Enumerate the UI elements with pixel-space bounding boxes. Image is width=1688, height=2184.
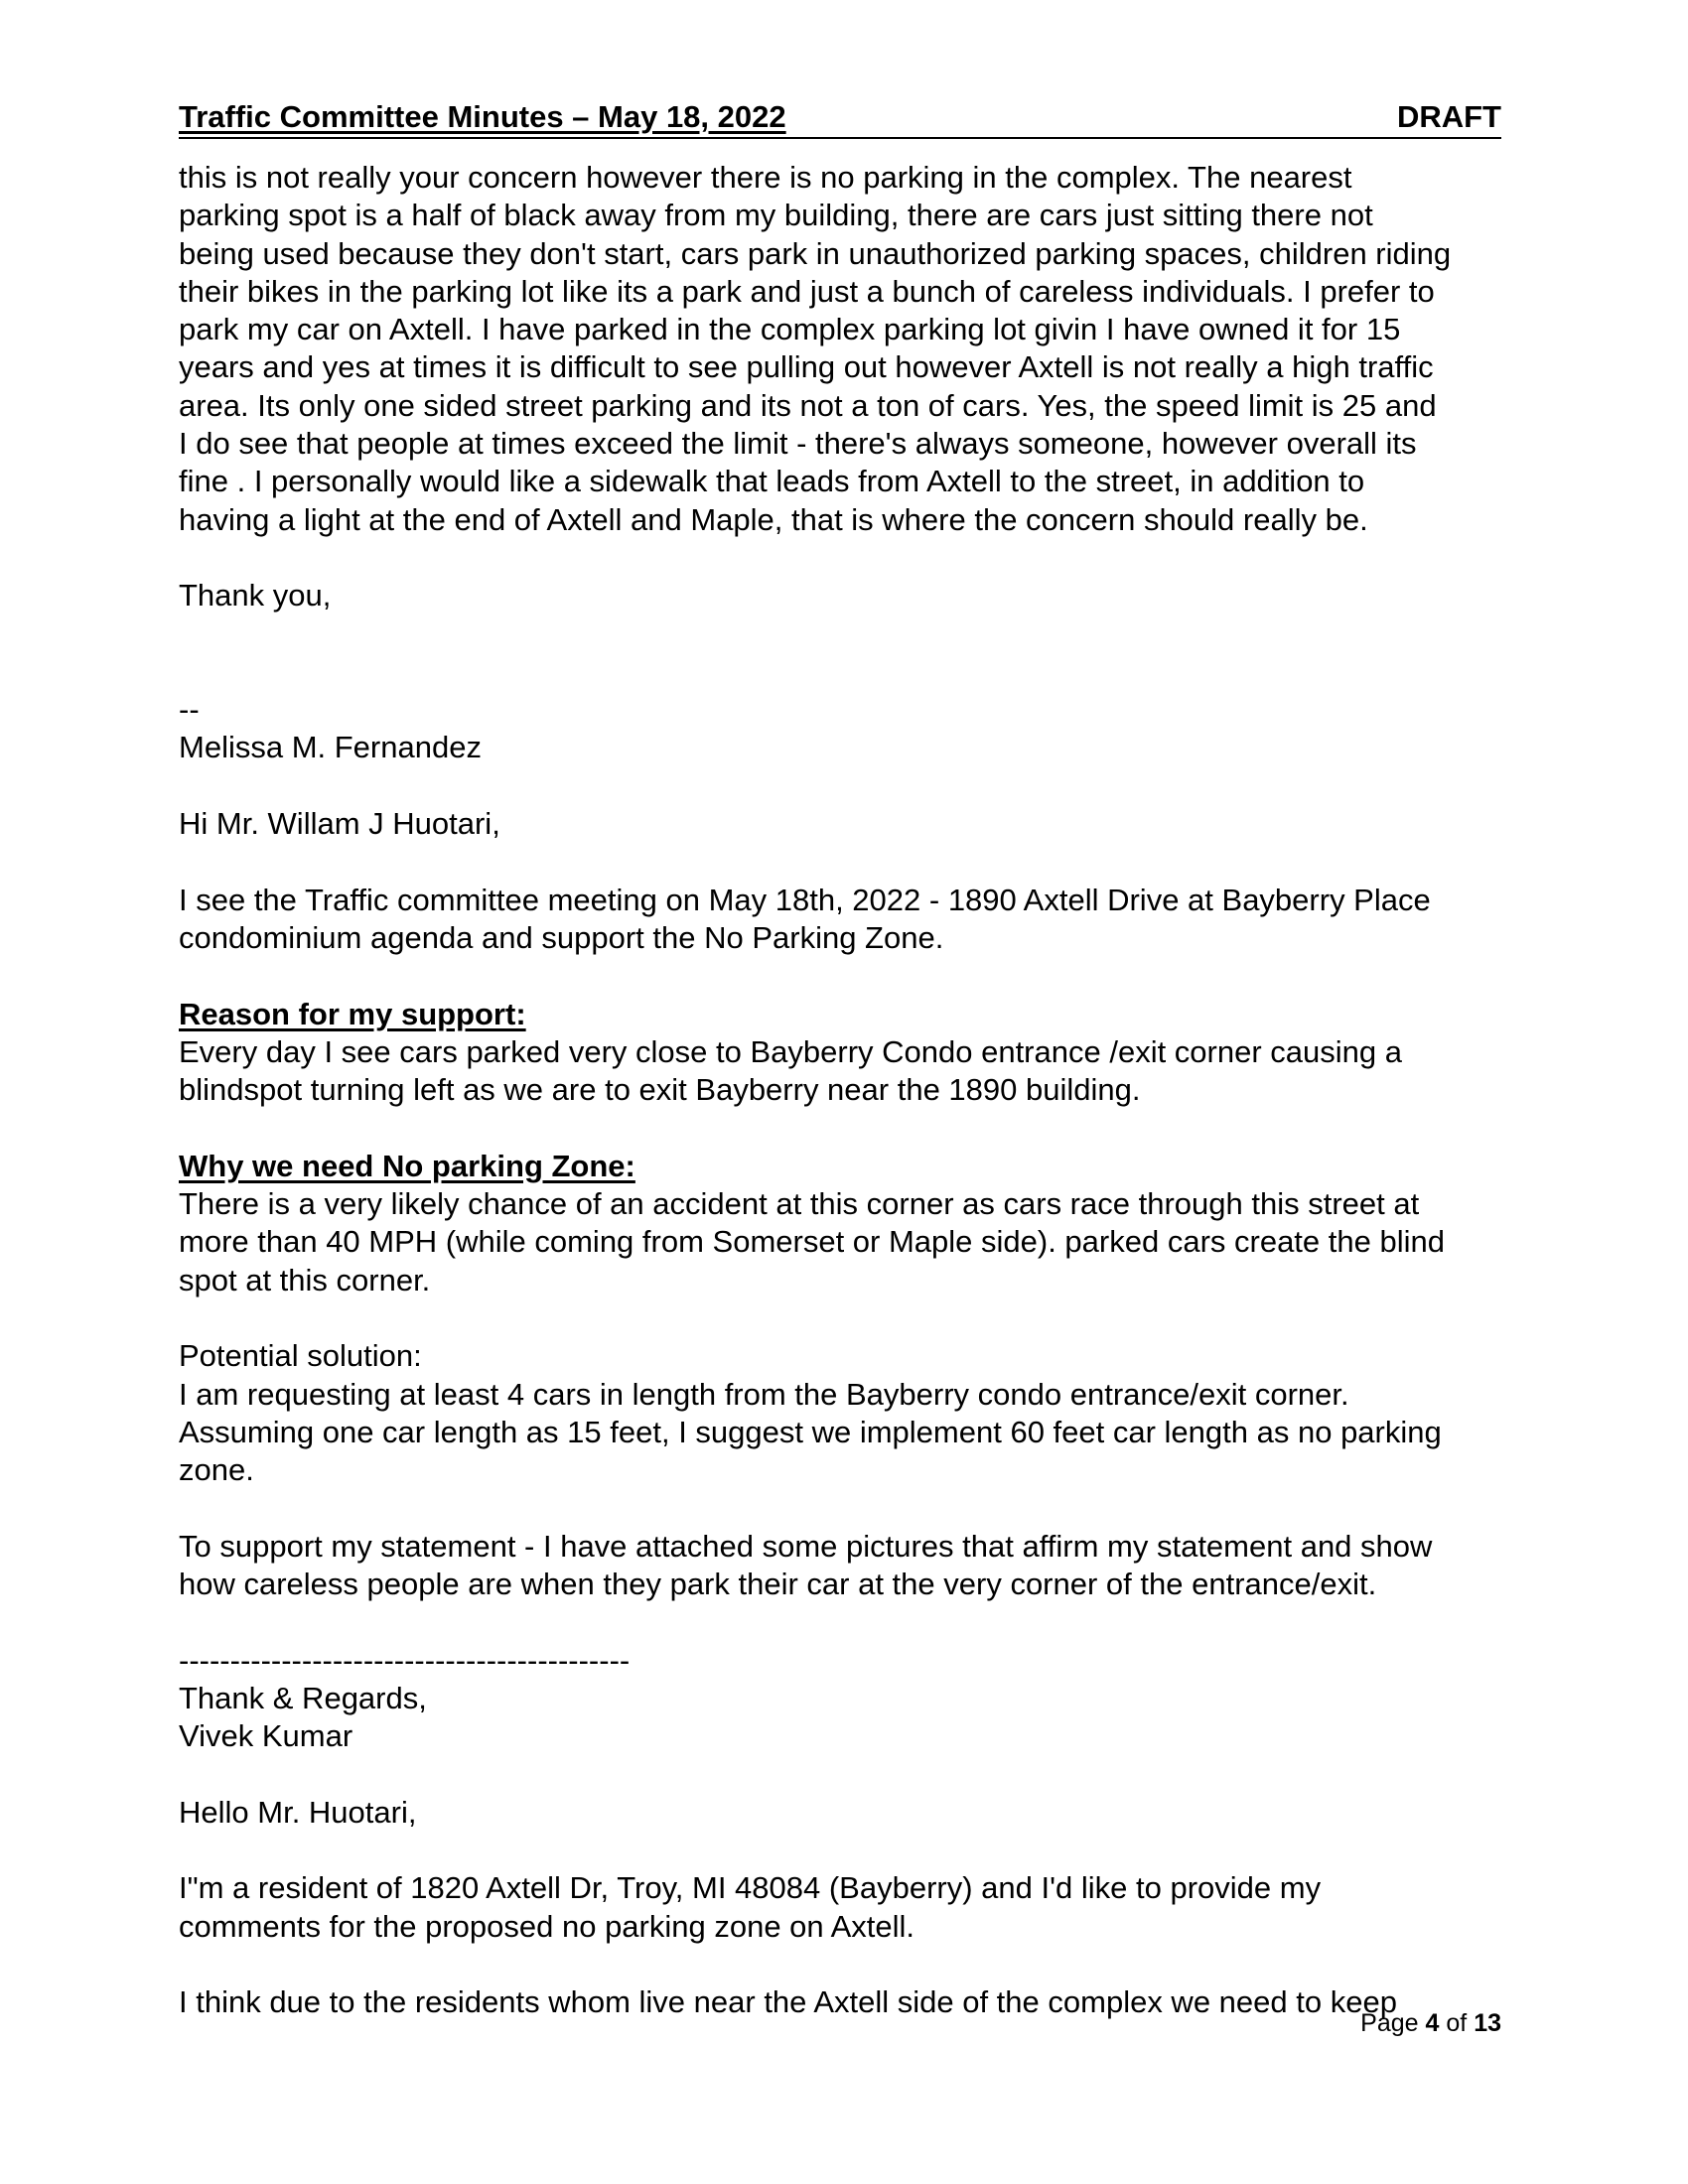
paragraph-4 bbox=[179, 1185, 1509, 1299]
paragraph-3 bbox=[179, 1033, 1509, 1110]
text-line: more than 40 MPH (while coming from Somerset or Maple side). parked cars create the blind bbox=[179, 1224, 1445, 1260]
paragraph-7 bbox=[179, 1869, 1509, 1946]
text-line: I do see that people at times exceed the limit - there's always someone, however overall its bbox=[179, 426, 1417, 462]
text-line: area. Its only one sided street parking and its not a ton of cars. Yes, the speed limit is 25 and bbox=[179, 387, 1437, 423]
greeting: Hi Mr. Willam J Huotari, bbox=[179, 806, 500, 842]
text-line: how careless people are when they park their car at the very corner of the entrance/exit. bbox=[179, 1566, 1377, 1601]
page-header bbox=[179, 97, 1501, 139]
text-line: condominium agenda and support the No Parking Zone. bbox=[179, 919, 944, 955]
paragraph-8 bbox=[179, 1983, 1509, 2021]
text-line: park my car on Axtell. I have parked in the complex parking lot givin I have owned it for 15 bbox=[179, 312, 1401, 347]
text-line: Assuming one car length as 15 feet, I suggest we implement 60 feet car length as no parking bbox=[179, 1414, 1442, 1449]
text-line: I"m a resident of 1820 Axtell Dr, Troy, MI 48084 (Bayberry) and I'd like to provide my bbox=[179, 1870, 1322, 1906]
signature-separator: -------------------------------------------- bbox=[179, 1642, 631, 1678]
page-label: Page bbox=[1360, 2009, 1419, 2037]
text-line: comments for the proposed no parking zone on Axtell. bbox=[179, 1908, 914, 1944]
signature-name: Vivek Kumar bbox=[179, 1718, 353, 1754]
section-heading: Why we need No parking Zone: bbox=[179, 1148, 635, 1183]
text-line: blindspot turning left as we are to exit Bayberry near the 1890 building. bbox=[179, 1072, 1141, 1108]
text-line: There is a very likely chance of an accident at this corner as cars race through this street at bbox=[179, 1186, 1420, 1222]
text-line: Potential solution: bbox=[179, 1338, 422, 1374]
text-line: I see the Traffic committee meeting on May 18th, 2022 - 1890 Axtell Drive at Bayberry Place bbox=[179, 882, 1431, 917]
signature-regards: Thank & Regards, bbox=[179, 1680, 427, 1715]
paragraph-2 bbox=[179, 882, 1509, 958]
page-current: 4 bbox=[1425, 2009, 1440, 2037]
signature-dash: -- bbox=[179, 692, 200, 728]
document-body bbox=[179, 159, 1509, 2022]
text-line: parking spot is a half of black away from my building, there are cars just sitting there not bbox=[179, 198, 1373, 233]
text-line: I think due to the residents whom live near the Axtell side of the complex we need to keep bbox=[179, 1984, 1397, 2020]
document-title: Traffic Committee Minutes – May 18, 2022 bbox=[179, 99, 786, 134]
text-line: I am requesting at least 4 cars in length from the Bayberry condo entrance/exit corner. bbox=[179, 1376, 1349, 1412]
text-line: fine . I personally would like a sidewalk that leads from Axtell to the street, in addition to bbox=[179, 464, 1365, 499]
draft-label: DRAFT bbox=[1396, 99, 1501, 134]
text-line: years and yes at times it is difficult to see pulling out however Axtell is not really a high traffic bbox=[179, 349, 1434, 385]
paragraph-5 bbox=[179, 1337, 1509, 1489]
text-line: having a light at the end of Axtell and Maple, that is where the concern should really be. bbox=[179, 501, 1368, 537]
section-heading: Reason for my support: bbox=[179, 996, 526, 1031]
text-line: this is not really your concern however there is no parking in the complex. The nearest bbox=[179, 160, 1352, 195]
text-line: spot at this corner. bbox=[179, 1262, 431, 1297]
page-of: of bbox=[1446, 2009, 1468, 2037]
page-total: 13 bbox=[1474, 2009, 1501, 2037]
text-line: being used because they don't start, cars park in unauthorized parking spaces, children riding bbox=[179, 235, 1452, 271]
text-line: zone. bbox=[179, 1452, 254, 1488]
text-line: Every day I see cars parked very close to Bayberry Condo entrance /exit corner causing a bbox=[179, 1033, 1402, 1069]
paragraph-1 bbox=[179, 159, 1509, 539]
signature-name: Melissa M. Fernandez bbox=[179, 730, 482, 765]
closing-thanks: Thank you, bbox=[179, 578, 332, 614]
paragraph-6 bbox=[179, 1528, 1509, 1604]
text-line: To support my statement - I have attached some pictures that affirm my statement and show bbox=[179, 1528, 1433, 1564]
page-number bbox=[1360, 2008, 1501, 2038]
greeting: Hello Mr. Huotari, bbox=[179, 1794, 417, 1830]
text-line: their bikes in the parking lot like its a park and just a bunch of careless individuals. I prefer to bbox=[179, 273, 1435, 309]
